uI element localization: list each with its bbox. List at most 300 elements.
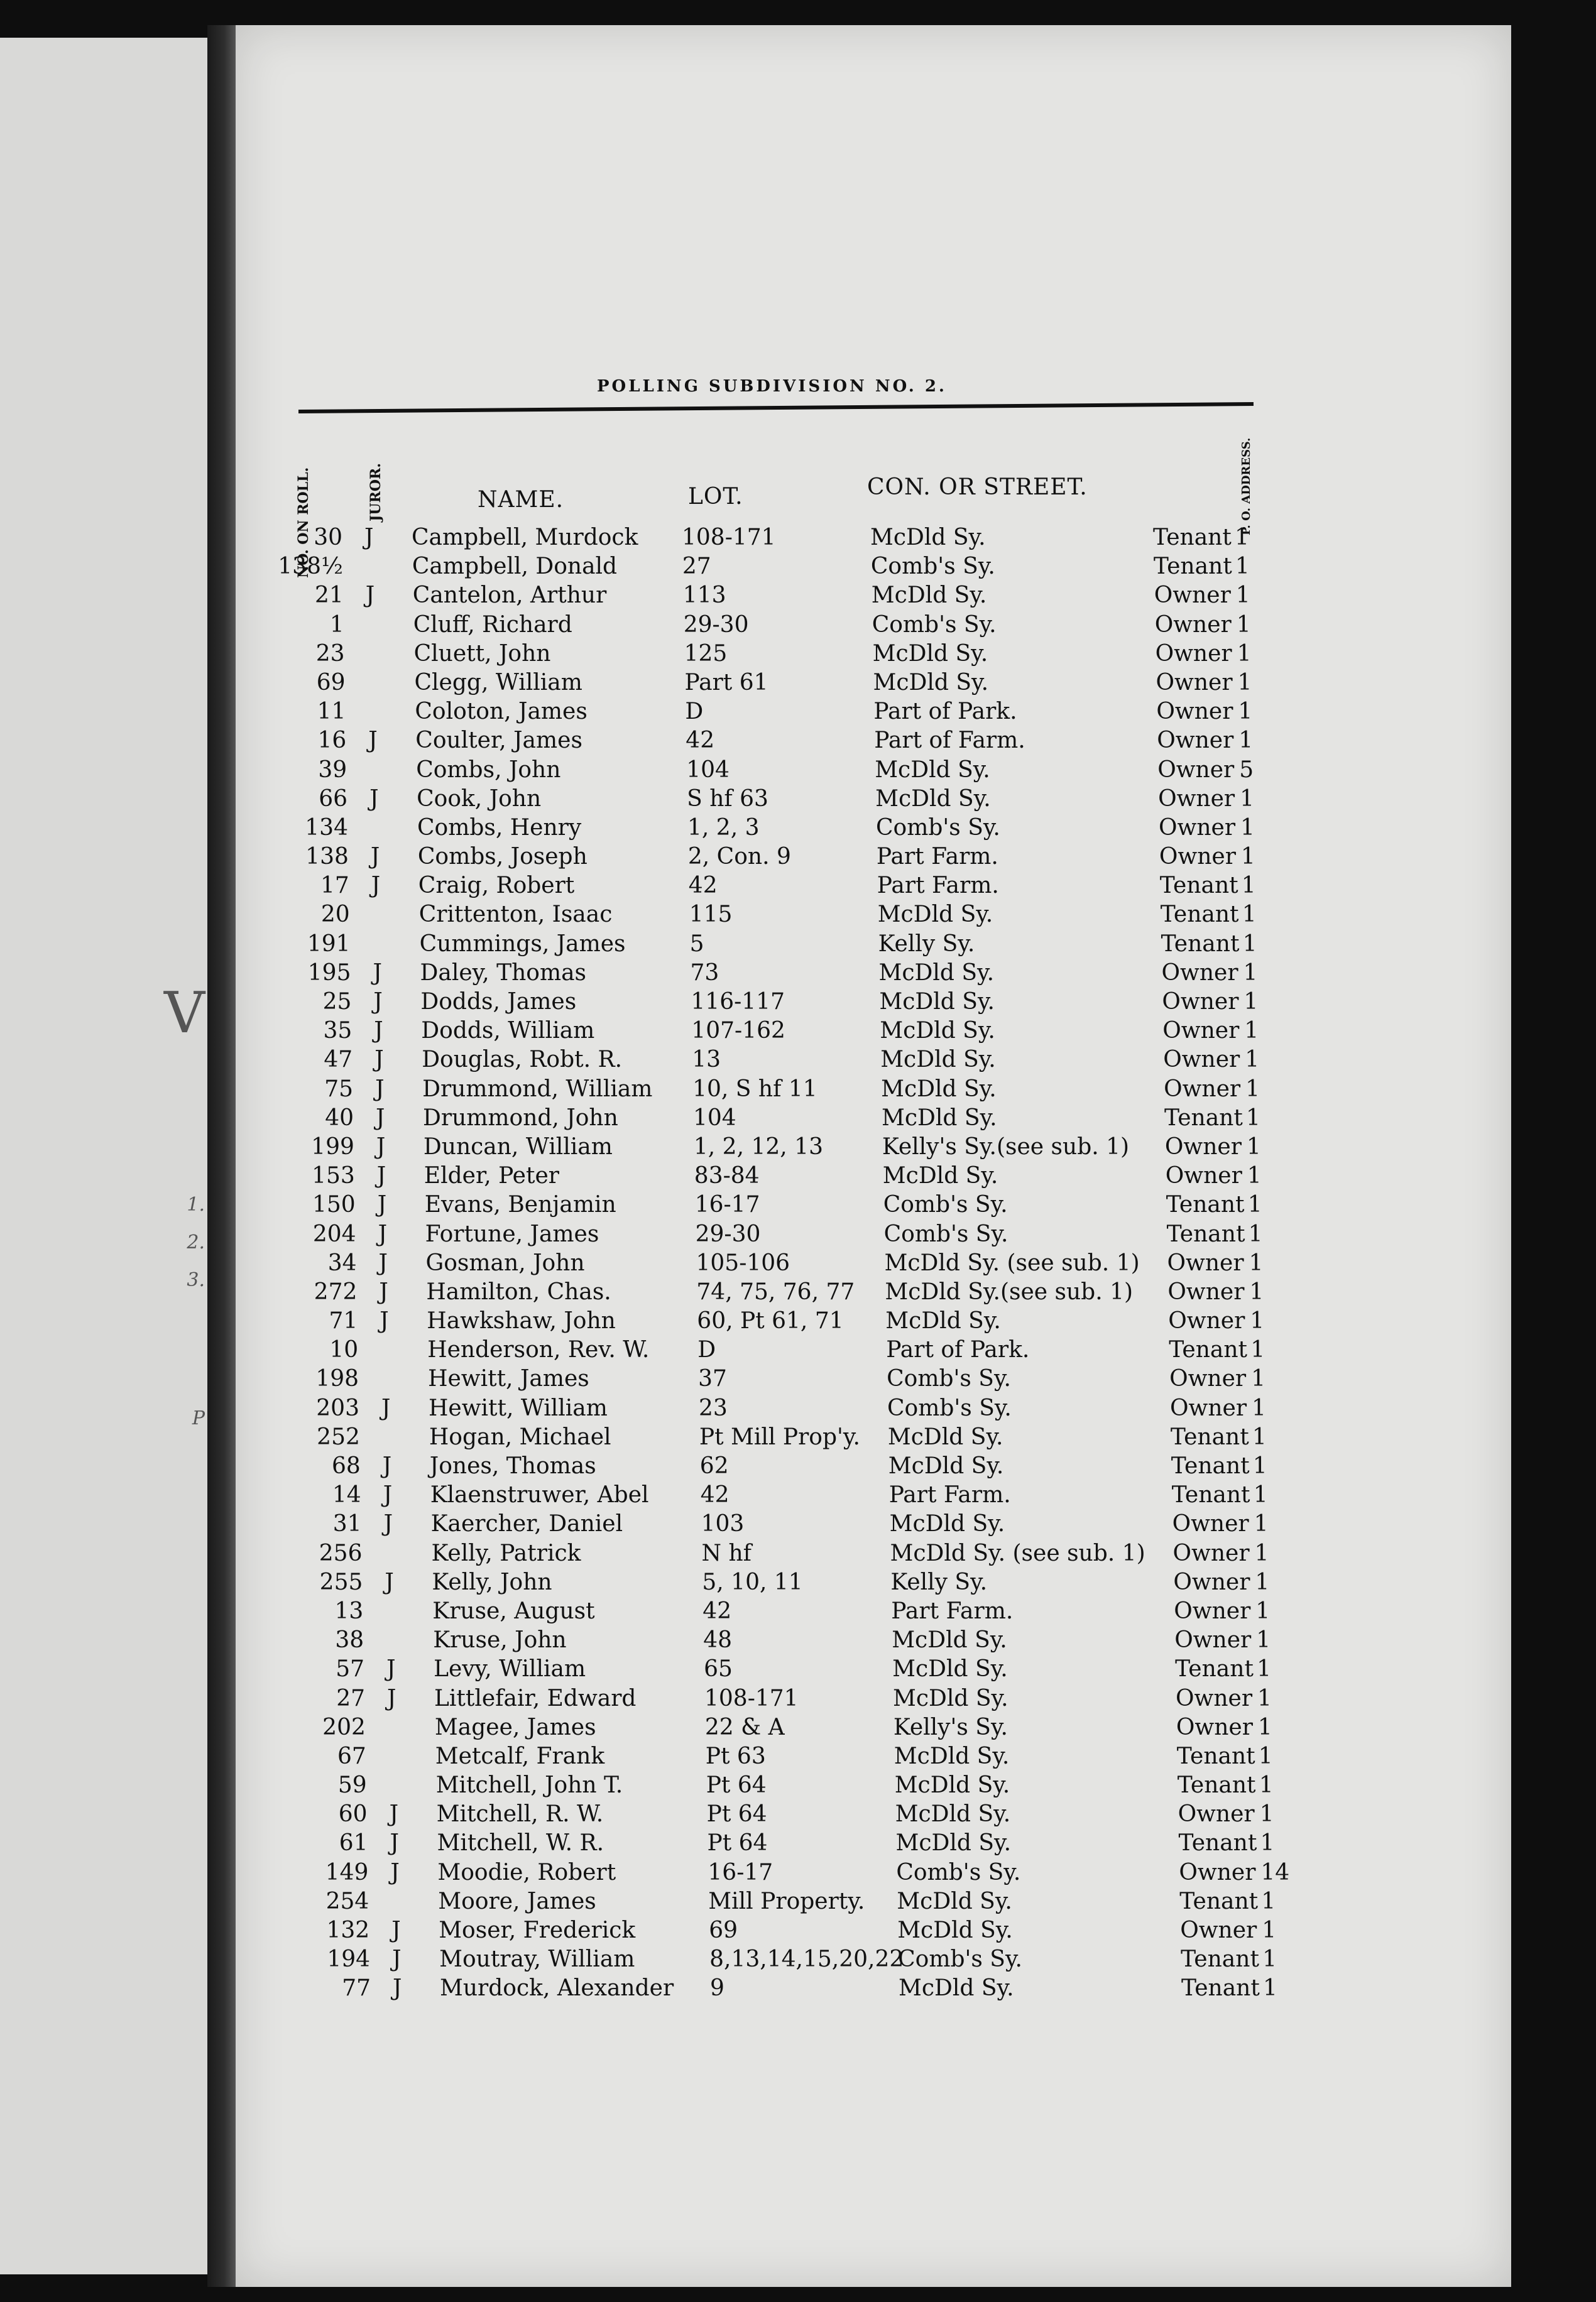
lot-number: 42	[688, 873, 718, 899]
concession-street: Kelly Sy.	[878, 930, 975, 957]
occupancy: Owner	[1164, 1133, 1242, 1160]
juror-mark: J	[374, 1018, 383, 1044]
table-row	[261, 1860, 1511, 1889]
table-row	[251, 1308, 1511, 1337]
concession-street: McDld Sy.	[899, 1975, 1014, 2002]
voter-name: Mitchell, R. W.	[436, 1801, 604, 1828]
juror-mark: J	[383, 1511, 393, 1537]
concession-street: McDld Sy.	[889, 1511, 1005, 1537]
po-address: 1	[1242, 930, 1257, 957]
voter-name: Campbell, Murdock	[412, 525, 638, 550]
roll-number: 68	[331, 1453, 361, 1479]
roll-number: 256	[319, 1540, 363, 1566]
roll-number: 47	[324, 1047, 353, 1073]
col-header-juror: JUROR.	[368, 463, 384, 521]
voter-name: Levy, William	[434, 1656, 586, 1683]
concession-street: Comb's Sy.	[876, 814, 1000, 841]
concession-street: Comb's Sy.	[883, 1192, 1008, 1218]
occupancy: Owner	[1179, 1859, 1256, 1885]
table-row	[257, 1627, 1511, 1656]
roll-number: 194	[327, 1946, 371, 1973]
occupancy: Tenant	[1153, 525, 1232, 550]
roll-number: 138	[305, 844, 349, 870]
lot-number: 103	[701, 1511, 745, 1537]
voter-name: Clegg, William	[414, 669, 582, 696]
voter-name: Moodie, Robert	[437, 1859, 616, 1885]
table-row	[264, 1975, 1511, 2004]
po-address: 1	[1241, 873, 1256, 899]
table-row	[258, 1656, 1511, 1685]
concession-street: McDld Sy.	[870, 525, 986, 550]
occupancy: Tenant	[1179, 1888, 1259, 1914]
table-row	[239, 670, 1512, 699]
concession-street: Part Farm.	[891, 1598, 1014, 1624]
voter-name: Cantelon, Arthur	[412, 582, 607, 609]
voter-name: Klaenstruwer, Abel	[430, 1482, 649, 1508]
po-address: 1	[1243, 959, 1258, 986]
po-address: 1	[1244, 1018, 1259, 1044]
po-address: 1	[1252, 1395, 1266, 1421]
occupancy: Owner	[1172, 1511, 1249, 1537]
occupancy: Tenant	[1178, 1830, 1257, 1857]
voter-name: Moutray, William	[439, 1946, 635, 1973]
concession-street: Part of Park.	[873, 699, 1017, 725]
occupancy: Owner	[1162, 989, 1239, 1015]
table-row	[238, 612, 1511, 641]
roll-number: 20	[320, 902, 350, 928]
po-address: 1	[1262, 1946, 1277, 1973]
lot-number: 62	[699, 1453, 729, 1479]
concession-street: McDld Sy.	[887, 1424, 1003, 1450]
po-address: 1	[1247, 1192, 1262, 1218]
table-row	[248, 1163, 1511, 1192]
lot-number: S hf 63	[687, 785, 768, 812]
juror-mark: J	[370, 844, 380, 870]
concession-street: McDld Sy. (see sub. 1)	[884, 1250, 1140, 1276]
voter-name: Magee, James	[434, 1714, 596, 1740]
voter-name: Jones, Thomas	[429, 1453, 596, 1479]
voter-name: Gosman, John	[425, 1250, 585, 1276]
voter-name: Campbell, Donald	[412, 554, 618, 580]
concession-street: McDld Sy.	[875, 756, 990, 783]
voter-name: Moser, Frederick	[439, 1917, 636, 1943]
roll-number: 204	[312, 1221, 356, 1247]
table-row	[256, 1569, 1511, 1598]
concession-street: Comb's Sy.	[872, 611, 997, 638]
lot-number: D	[697, 1337, 716, 1363]
occupancy: Tenant	[1164, 1105, 1243, 1131]
po-address: 1	[1248, 1221, 1263, 1247]
juror-mark: J	[390, 1859, 400, 1885]
concession-street: McDld Sy.	[872, 640, 988, 667]
lot-number: Pt Mill Prop'y.	[699, 1424, 860, 1450]
roll-number: 61	[339, 1830, 368, 1857]
lot-number: 8,13,14,15,20,22	[709, 1946, 904, 1973]
table-row	[243, 902, 1511, 930]
col-header-lot: LOT.	[688, 484, 743, 510]
roll-number: 11	[317, 699, 346, 725]
roll-number: 202	[322, 1714, 366, 1740]
table-row	[253, 1424, 1511, 1453]
occupancy: Tenant	[1166, 1221, 1245, 1247]
concession-street: Part Farm.	[876, 844, 998, 870]
occupancy: Owner	[1174, 1598, 1251, 1624]
roll-number: 17	[320, 873, 349, 899]
roll-number: 69	[316, 669, 346, 696]
lot-number: 37	[698, 1366, 727, 1392]
juror-mark: J	[386, 1656, 396, 1683]
lot-number: Pt 64	[707, 1830, 768, 1857]
po-address: 1	[1245, 1076, 1260, 1102]
roll-number: 57	[336, 1656, 365, 1683]
roll-number: 31	[332, 1511, 362, 1537]
po-address: 14	[1260, 1859, 1290, 1885]
voter-name: Cluett, John	[413, 640, 551, 667]
juror-mark: J	[385, 1569, 394, 1595]
voter-name: Hamilton, Chas.	[426, 1279, 611, 1305]
table-row	[247, 1105, 1511, 1134]
concession-street: McDld Sy.	[880, 1018, 995, 1044]
table-row	[238, 641, 1511, 670]
po-address: 1	[1251, 1366, 1265, 1392]
table-row	[245, 1018, 1511, 1047]
voter-name: Hogan, Michael	[429, 1424, 611, 1450]
po-address: 1	[1235, 525, 1249, 550]
roll-number: 66	[319, 785, 348, 812]
juror-mark: J	[393, 1975, 402, 2002]
table-row	[260, 1743, 1511, 1772]
voter-name: Mitchell, John T.	[435, 1772, 623, 1799]
table-row	[236, 525, 1511, 554]
roll-number: 67	[337, 1743, 366, 1769]
po-address: 1	[1252, 1424, 1267, 1450]
right-page	[236, 25, 1511, 2287]
po-address: 1	[1258, 1743, 1273, 1769]
po-address: 1	[1253, 1482, 1268, 1508]
concession-street: McDld Sy.	[892, 1627, 1007, 1654]
lot-number: Pt 64	[706, 1772, 767, 1799]
po-address: 1	[1246, 1133, 1261, 1160]
occupancy: Owner	[1159, 814, 1236, 841]
po-address: 1	[1242, 902, 1257, 928]
voter-name: Combs, Henry	[417, 814, 582, 841]
roll-number: 254	[325, 1888, 369, 1914]
concession-street: McDld Sy.	[873, 669, 989, 696]
po-address: 1	[1236, 611, 1251, 638]
lot-number: 108-171	[704, 1685, 799, 1711]
left-page-fragments	[164, 980, 207, 2048]
table-row	[263, 1946, 1511, 1975]
table-row	[241, 815, 1511, 844]
juror-mark: J	[376, 1133, 386, 1160]
concession-street: McDld Sy.	[878, 959, 995, 986]
occupancy: Tenant	[1159, 873, 1238, 899]
col-header-name: NAME.	[478, 487, 564, 513]
po-address: 1	[1240, 785, 1254, 812]
po-address: 1	[1259, 1772, 1274, 1799]
occupancy: Owner	[1167, 1250, 1244, 1276]
concession-street: McDld Sy.	[875, 785, 991, 812]
table-row	[256, 1541, 1512, 1569]
table-row	[236, 554, 1511, 582]
roll-number: 14	[332, 1482, 361, 1508]
concession-street: McDld Sy.	[894, 1772, 1010, 1799]
po-address: 1	[1235, 582, 1250, 609]
voter-name: Moore, James	[438, 1888, 596, 1914]
occupancy: Tenant	[1153, 554, 1232, 580]
roll-number: 39	[318, 756, 347, 783]
roll-number: 195	[307, 959, 351, 986]
po-address: 1	[1243, 989, 1259, 1015]
po-address: 1	[1246, 1105, 1260, 1131]
occupancy: Tenant	[1171, 1453, 1250, 1479]
po-address: 1	[1238, 699, 1253, 725]
occupancy: Owner	[1165, 1163, 1242, 1189]
concession-street: Part Farm.	[877, 873, 999, 899]
concession-street: McDld Sy.	[877, 902, 993, 928]
fragment-3: 3.	[187, 1269, 205, 1291]
occupancy: Owner	[1173, 1569, 1250, 1595]
po-address: 5	[1239, 756, 1254, 783]
concession-street: McDld Sy.	[888, 1453, 1004, 1479]
lot-number: Mill Property.	[708, 1888, 865, 1914]
voter-name: Cook, John	[417, 785, 542, 812]
voter-name: Drummond, John	[423, 1105, 618, 1131]
col-header-no-on-roll: NO. ON ROLL.	[295, 467, 312, 578]
occupancy: Tenant	[1175, 1656, 1254, 1683]
lot-number: 29-30	[695, 1221, 761, 1247]
voter-name: Craig, Robert	[418, 873, 575, 899]
roll-number: 255	[319, 1569, 363, 1595]
occupancy: Tenant	[1181, 1975, 1260, 2002]
voter-name: Metcalf, Frank	[435, 1743, 605, 1769]
lot-number: Pt 64	[706, 1801, 767, 1828]
juror-mark: J	[379, 1279, 388, 1305]
lot-number: 104	[693, 1105, 736, 1131]
juror-mark: J	[373, 959, 382, 986]
concession-street: Part of Park.	[886, 1337, 1030, 1363]
po-address: 1	[1250, 1337, 1265, 1363]
fragment-2: 2.	[187, 1231, 205, 1253]
juror-mark: J	[373, 989, 383, 1015]
po-address: 1	[1240, 844, 1255, 870]
roll-number: 71	[329, 1308, 358, 1334]
lot-number: 42	[686, 728, 715, 754]
po-address: 1	[1254, 1540, 1269, 1566]
table-row	[254, 1453, 1511, 1482]
table-row	[240, 757, 1511, 786]
table-row	[239, 728, 1511, 756]
concession-street: McDld Sy.	[895, 1830, 1012, 1857]
voter-name: Elder, Peter	[424, 1163, 559, 1189]
occupancy: Tenant	[1177, 1772, 1256, 1799]
concession-street: McDld Sy.	[882, 1105, 997, 1131]
po-address: 1	[1238, 728, 1254, 754]
po-address: 1	[1263, 1975, 1277, 2002]
concession-street: McDld Sy.	[897, 1888, 1012, 1914]
concession-street: McDld Sy.	[880, 1047, 996, 1073]
juror-mark: J	[364, 525, 374, 550]
occupancy: Owner	[1154, 611, 1232, 638]
concession-street: McDld Sy.(see sub. 1)	[885, 1279, 1134, 1305]
lot-number: 1, 2, 12, 13	[693, 1133, 823, 1160]
roll-number: 150	[312, 1192, 356, 1218]
roll-number: 252	[317, 1424, 360, 1450]
table-row	[251, 1337, 1511, 1366]
voter-name: Drummond, William	[422, 1076, 653, 1102]
juror-mark: J	[369, 785, 379, 812]
occupancy: Owner	[1156, 699, 1233, 725]
roll-number: 203	[316, 1395, 359, 1421]
concession-street: Kelly's Sy.	[893, 1714, 1008, 1740]
lot-number: 5	[689, 930, 704, 957]
table-row	[253, 1395, 1511, 1424]
table-row	[237, 582, 1511, 611]
voter-name: Henderson, Rev. W.	[427, 1337, 650, 1363]
lot-number: 13	[692, 1047, 721, 1073]
voter-name: Kruse, John	[433, 1627, 567, 1654]
concession-street: McDld Sy.	[897, 1917, 1013, 1943]
po-address: 1	[1255, 1569, 1270, 1595]
fragment-v: V	[164, 980, 205, 1046]
po-address: 1	[1235, 554, 1250, 580]
table-row	[258, 1686, 1511, 1715]
concession-street: Comb's Sy.	[898, 1946, 1022, 1973]
table-row	[239, 699, 1511, 728]
roll-number: 60	[338, 1801, 368, 1828]
lot-number: 48	[703, 1627, 732, 1654]
roll-number: 30	[314, 525, 342, 550]
po-address: 1	[1262, 1917, 1277, 1943]
table-row	[254, 1482, 1511, 1511]
juror-mark: J	[387, 1685, 396, 1711]
voter-name: Mitchell, W. R.	[437, 1830, 604, 1857]
occupancy: Tenant	[1169, 1337, 1248, 1363]
lot-number: 22 & A	[704, 1714, 785, 1740]
po-address: 1	[1245, 1047, 1260, 1073]
table-row	[246, 1076, 1511, 1105]
lot-number: 5, 10, 11	[702, 1569, 803, 1595]
voter-name: Kruse, August	[432, 1598, 595, 1624]
concession-street: McDld Sy.	[879, 989, 995, 1015]
occupancy: Owner	[1170, 1395, 1247, 1421]
concession-street: McDld Sy.	[871, 582, 987, 609]
page-title: POLLING SUBDIVISION NO. 2.	[597, 377, 947, 396]
occupancy: Owner	[1176, 1714, 1253, 1740]
table-row	[244, 960, 1512, 989]
po-address: 1	[1249, 1279, 1264, 1305]
occupancy: Owner	[1154, 582, 1231, 609]
occupancy: Tenant	[1166, 1192, 1245, 1218]
lot-number: 9	[710, 1975, 724, 2002]
lot-number: 107-162	[691, 1018, 785, 1044]
occupancy: Owner	[1174, 1627, 1252, 1654]
occupancy: Owner	[1172, 1540, 1250, 1566]
occupancy: Owner	[1163, 1047, 1240, 1073]
roll-number: 34	[327, 1250, 357, 1276]
table-row	[261, 1830, 1512, 1859]
fragment-p: P	[192, 1407, 205, 1429]
table-row	[250, 1279, 1511, 1308]
concession-street: Kelly Sy.	[890, 1569, 988, 1595]
roll-number: 59	[337, 1772, 367, 1799]
voter-name: Cluff, Richard	[413, 611, 572, 638]
lot-number: 83-84	[694, 1163, 760, 1189]
roll-number: 134	[305, 814, 348, 841]
po-address: 1	[1237, 669, 1252, 696]
lot-number: 125	[684, 640, 728, 667]
table-row	[242, 844, 1511, 873]
concession-street: Part Farm.	[888, 1482, 1011, 1508]
juror-mark: J	[392, 1946, 402, 1973]
lot-number: 1, 2, 3	[687, 814, 760, 841]
occupancy: Tenant	[1170, 1424, 1249, 1450]
occupancy: Owner	[1159, 844, 1236, 870]
roll-number: 149	[325, 1859, 369, 1885]
juror-mark: J	[376, 1163, 386, 1189]
header-rule	[298, 402, 1254, 413]
roll-number: 198	[315, 1366, 359, 1392]
lot-number: 116-117	[691, 989, 785, 1015]
juror-mark: J	[382, 1453, 392, 1479]
voter-name: Coulter, James	[415, 728, 582, 754]
po-address: 1	[1261, 1888, 1276, 1914]
book-spine	[207, 25, 236, 2287]
concession-street: McDld Sy.	[882, 1163, 998, 1189]
table-row	[259, 1715, 1511, 1743]
lot-number: 69	[709, 1917, 738, 1943]
juror-mark: J	[374, 1047, 384, 1073]
juror-mark: J	[378, 1250, 388, 1276]
roll-number: 35	[323, 1018, 353, 1044]
voter-name: Dodds, William	[421, 1018, 595, 1044]
concession-street: McDld Sy.	[881, 1076, 997, 1102]
juror-mark: J	[375, 1076, 385, 1102]
roll-number: 77	[342, 1975, 371, 2002]
lot-number: 108-171	[682, 525, 776, 550]
po-address: 1	[1250, 1308, 1265, 1334]
juror-mark: J	[378, 1221, 388, 1247]
lot-number: 2, Con. 9	[687, 844, 791, 870]
concession-street: McDld Sy.	[894, 1743, 1010, 1769]
table-row	[249, 1221, 1511, 1250]
voter-name: Crittenton, Isaac	[418, 902, 613, 928]
lot-number: N hf	[701, 1540, 752, 1566]
lot-number: 42	[700, 1482, 730, 1508]
juror-mark: J	[365, 582, 375, 609]
voter-name: Coloton, James	[415, 699, 588, 725]
roll-number: 1	[329, 611, 344, 638]
table-row	[262, 1889, 1511, 1917]
concession-street: McDld Sy.	[885, 1308, 1001, 1334]
occupancy: Owner	[1157, 756, 1235, 783]
po-address: 1	[1259, 1801, 1274, 1828]
roll-number: 16	[317, 728, 347, 754]
table-row	[252, 1366, 1511, 1395]
voter-name: Fortune, James	[425, 1221, 599, 1247]
juror-mark: J	[391, 1917, 401, 1943]
voter-name: Kelly, Patrick	[431, 1540, 581, 1566]
occupancy: Owner	[1169, 1366, 1247, 1392]
voter-list	[236, 525, 1511, 2005]
occupancy: Owner	[1162, 1018, 1240, 1044]
voter-name: Combs, Joseph	[417, 844, 588, 870]
juror-mark: J	[390, 1830, 399, 1857]
table-row	[260, 1772, 1511, 1801]
voter-name: Murdock, Alexander	[440, 1975, 674, 2002]
voter-name: Duncan, William	[423, 1133, 613, 1160]
roll-number: 13	[334, 1598, 364, 1624]
